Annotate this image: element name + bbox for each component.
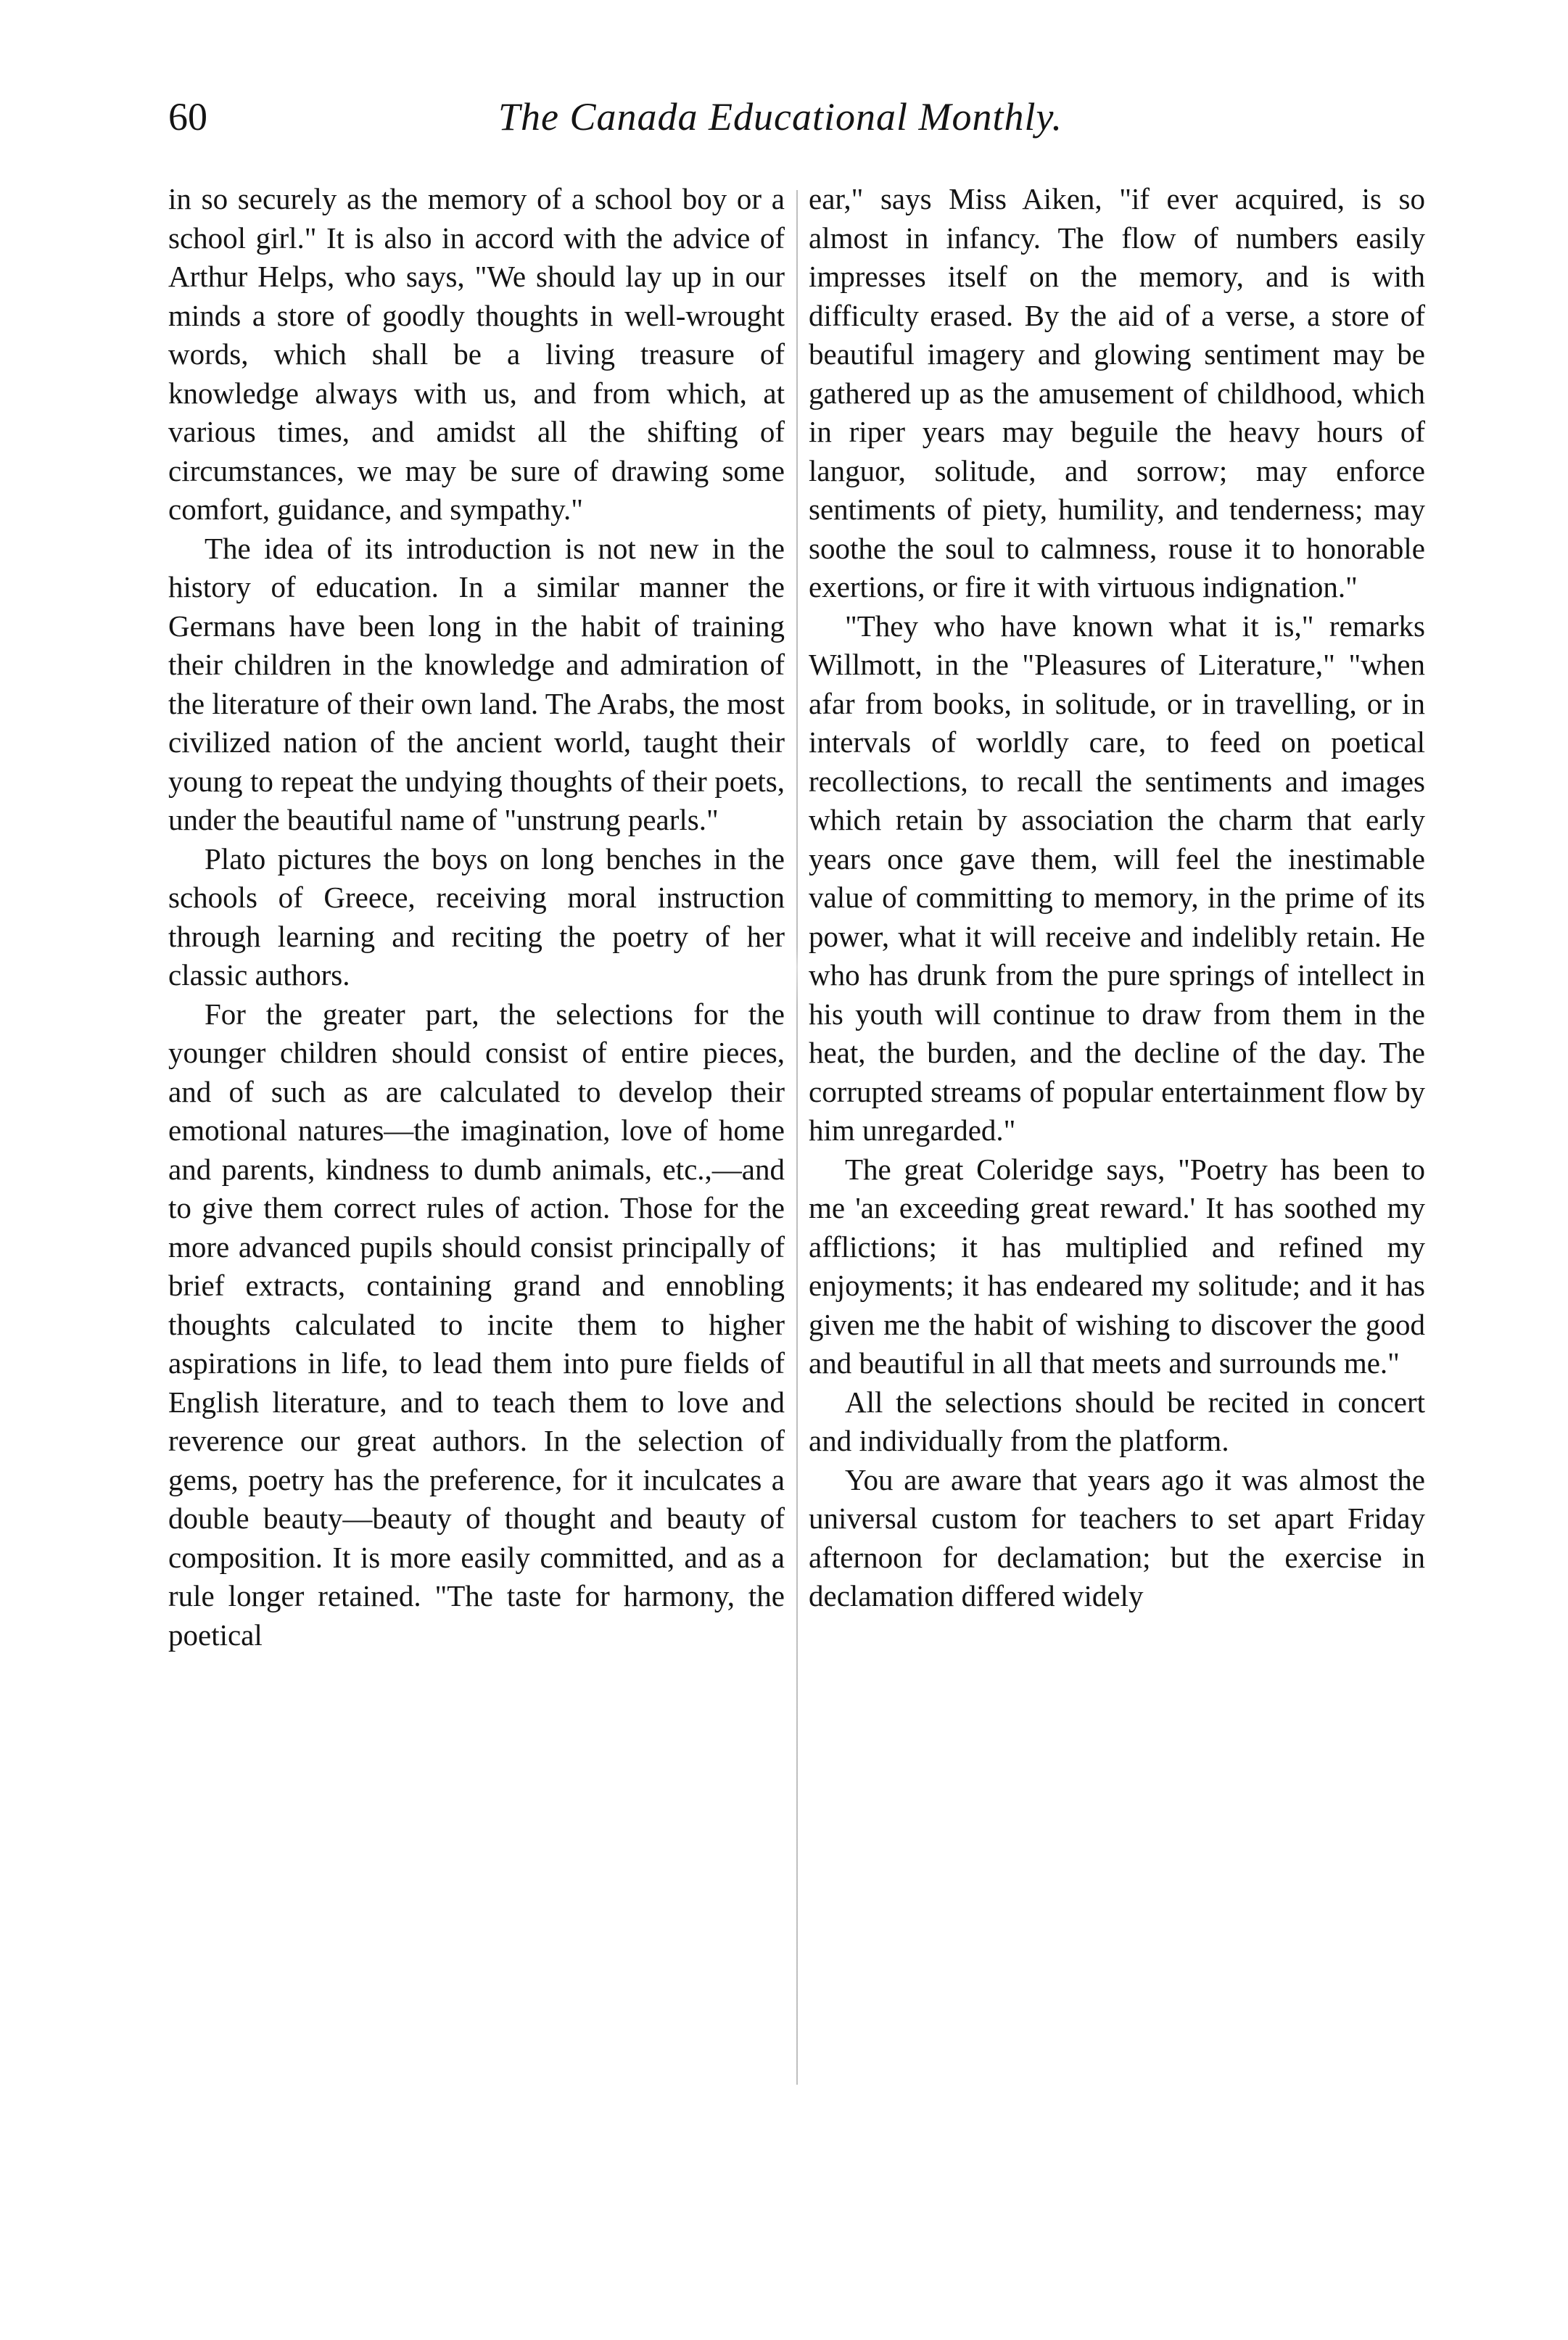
column-divider	[796, 190, 798, 2085]
paragraph: The idea of its introduction is not new in the history of education. In a similar manner the Germans have been long in the habit of training their children in the knowledge and admiration of the literature of their own land. The Arabs, the most civilized nation of the ancient world, taught their young to repeat the undying thoughts of their poets, under the beautiful name of "unstrung pearls."	[168, 531, 785, 836]
page-header	[168, 86, 1401, 158]
left-column	[168, 180, 785, 1655]
paragraph-continued: ear," says Miss Aiken, "if ever acquired, is so almost in infancy. The flow of numbers easily impresses itself on the memory, and is with difficulty erased. By the aid of a verse, a store of beautiful imagery and glowing sentiment may be gathered up as the amusement of childhood, which in riper years may beguile the heavy hours of languor, solitude, and sorrow; may enforce sentiments of piety, humility, and tenderness; may soothe the soul to calmness, rouse it to honorable exertions, or fire it with virtuous indignation."	[809, 182, 1425, 603]
paragraph: All the selections should be recited in concert and individually from the platform.	[809, 1385, 1425, 1457]
running-title: The Canada Educational Monthly.	[498, 95, 1062, 139]
paragraph: For the greater part, the selections for the younger children should consist of entire pieces, and of such as are calculated to develop their emotional natures—the imagination, love of home and parents, kindness to dumb animals, etc.,—and to give them correct rules of action. Those for the more advanced pupils should consist principally of brief extracts, containing grand and ennobling thoughts calculated to incite them to higher aspirations in life, to lead them into pure fields of English literature, and to teach them to love and reverence our great authors. In the selection of gems, poetry has the preference, for it inculcates a double beauty—beauty of thought and beauty of composition. It is more easily committed, and as a rule longer retained. "The taste for harmony, the poetical	[168, 997, 785, 1652]
page-number: 60	[168, 95, 207, 139]
paragraph-continued: in so securely as the memory of a school boy or a school girl." It is also in accord with the advice of Arthur Helps, who says, "We should lay up in our minds a store of goodly thoughts in well-wrought words, which shall be a living treasure of knowledge always with us, and from which, at various times, and amidst all the shifting of circumstances, we may be sure of drawing some comfort, guidance, and sympathy."	[168, 182, 785, 526]
paragraph: The great Coleridge says, "Poetry has been to me 'an exceeding great reward.' It has soothed my afflictions; it has multiplied and refined my enjoyments; it has endeared my solitude; and it has given me the habit of wishing to discover the good and beautiful in all that meets and surrounds me."	[809, 1152, 1425, 1380]
paragraph: "They who have known what it is," remarks Willmott, in the "Pleasures of Literature," "when afar from books, in solitude, or in travelling, or in intervals of worldly care, to feed on poetical recollections, to recall the sentiments and images which retain by association the charm that early years once gave them, will feel the inestimable value of committing to memory, in the prime of its power, what it will receive and indelibly retain. He who has drunk from the pure springs of intellect in his youth will continue to draw from them in the heat, the burden, and the decline of the day. The corrupted streams of popular entertainment flow by him unregarded."	[809, 609, 1425, 1147]
paragraph: Plato pictures the boys on long benches in the schools of Greece, receiving moral instruction through learning and reciting the poetry of her classic authors.	[168, 841, 785, 992]
paragraph: You are aware that years ago it was almost the universal custom for teachers to set apart Friday afternoon for declamation; but the exercise in declamation differed widely	[809, 1462, 1425, 1612]
right-column	[809, 180, 1425, 1616]
